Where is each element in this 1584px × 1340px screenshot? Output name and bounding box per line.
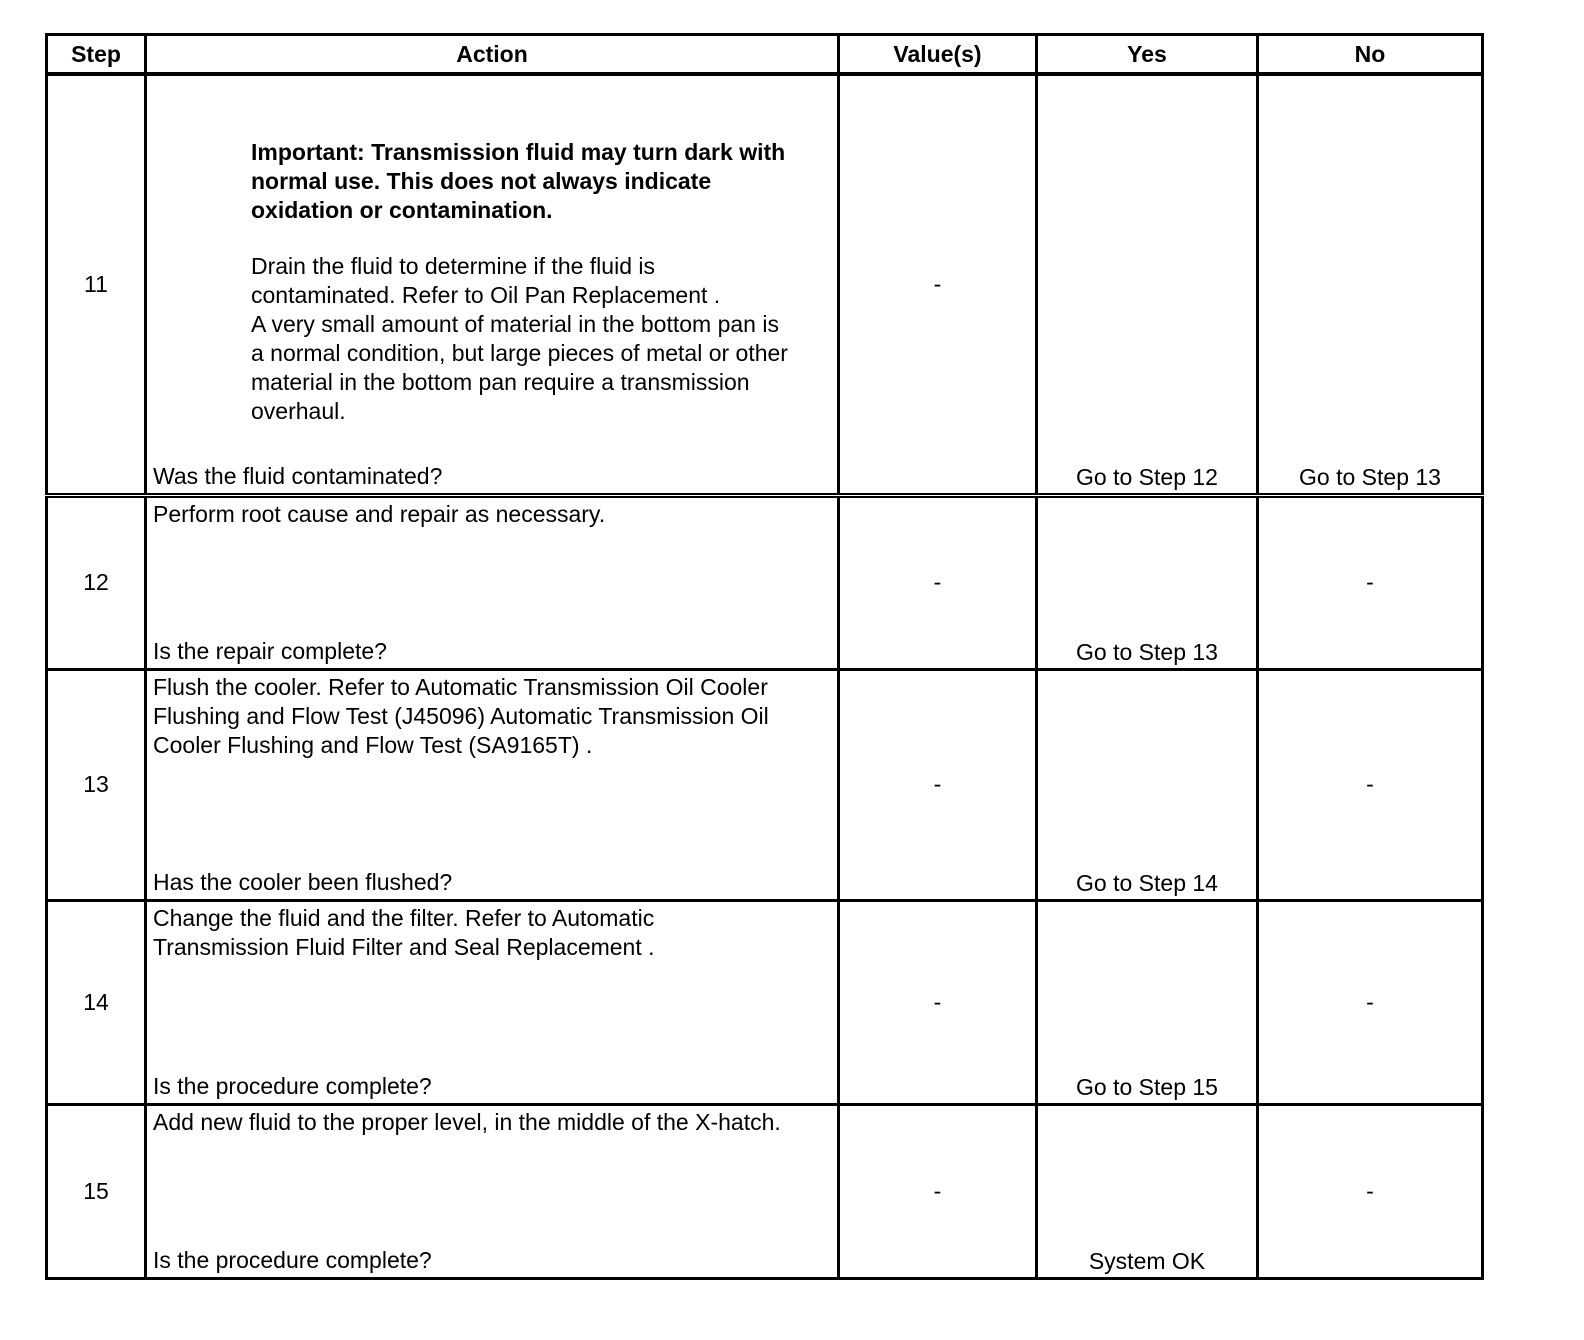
table-row-step-11 (47, 74, 1483, 495)
value-cell: - (839, 900, 1037, 1104)
no-cell: - (1258, 669, 1483, 900)
yes-cell: Go to Step 15 (1037, 900, 1258, 1104)
value-cell: - (839, 669, 1037, 900)
important-note: Important: Transmission fluid may turn dark with normal use. This does not always indicate oxidation or contamination. (251, 139, 786, 223)
step-number: 15 (47, 1104, 146, 1278)
step-number: 11 (47, 74, 146, 495)
header-step: Step (47, 35, 146, 75)
table-row-step-15 (47, 1104, 1483, 1278)
action-question: Was the fluid contaminated? (153, 462, 443, 489)
action-indented-block (251, 138, 833, 426)
action-text: Add new fluid to the proper level, in the middle of the X-hatch. (153, 1108, 781, 1135)
header-values: Value(s) (839, 35, 1037, 75)
table-row-step-13 (47, 669, 1483, 900)
table-row-step-14 (47, 900, 1483, 1104)
action-question: Has the cooler been flushed? (153, 868, 453, 895)
action-text: Change the fluid and the filter. Refer to Automatic Transmission Fluid Filter and Seal Replacement . (153, 904, 655, 960)
yes-cell: Go to Step 14 (1037, 669, 1258, 900)
header-yes: Yes (1037, 35, 1258, 75)
action-cell (146, 495, 839, 669)
action-text: Perform root cause and repair as necessary. (153, 500, 606, 527)
header-row (47, 35, 1483, 75)
no-cell: - (1258, 900, 1483, 1104)
value-cell: - (839, 1104, 1037, 1278)
value-cell: - (839, 74, 1037, 495)
step-number: 12 (47, 495, 146, 669)
yes-cell: Go to Step 12 (1037, 74, 1258, 495)
no-cell: - (1258, 495, 1483, 669)
step-number: 13 (47, 669, 146, 900)
action-question: Is the procedure complete? (153, 1072, 432, 1099)
action-text: Flush the cooler. Refer to Automatic Transmission Oil Cooler Flushing and Flow Test (J45096) Automatic Transmission Oil Cooler Flushing and Flow Test (SA9165T) . (153, 673, 769, 758)
yes-cell: System OK (1037, 1104, 1258, 1278)
no-cell: - (1258, 1104, 1483, 1278)
header-action: Action (146, 35, 839, 75)
action-text: Drain the fluid to determine if the fluid is contaminated. Refer to Oil Pan Replacement . A very small amount of material in the bottom pan is a normal condition, but large pieces of metal or other material in the bottom pan require a transmission overhaul. (251, 253, 788, 424)
action-cell (146, 669, 839, 900)
action-question: Is the repair complete? (153, 637, 387, 664)
value-cell: - (839, 495, 1037, 669)
no-cell: Go to Step 13 (1258, 74, 1483, 495)
step-number: 14 (47, 900, 146, 1104)
action-question: Is the procedure complete? (153, 1246, 432, 1273)
diagnostic-table (45, 33, 1484, 1280)
action-cell (146, 900, 839, 1104)
action-cell (146, 1104, 839, 1278)
action-cell (146, 74, 839, 495)
table-row-step-12 (47, 495, 1483, 669)
yes-cell: Go to Step 13 (1037, 495, 1258, 669)
header-no: No (1258, 35, 1483, 75)
